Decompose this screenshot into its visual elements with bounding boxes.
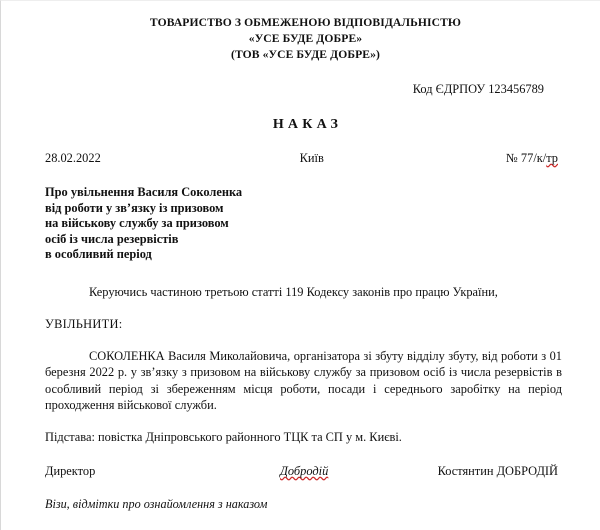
preamble-paragraph: Керуючись частиною третьою статті 119 Кодексу законів про працю України,	[89, 284, 498, 299]
operative-keyword: УВІЛЬНИТИ:	[45, 316, 123, 331]
signatory-name: Костянтин ДОБРОДІЙ	[437, 463, 558, 478]
signature-mark	[231, 464, 402, 479]
document-date: 28.02.2022	[45, 151, 101, 165]
document-place: Київ	[299, 151, 324, 165]
org-name-short: (ТОВ «УСЕ БУДЕ ДОБРЕ»)	[231, 48, 380, 61]
org-name-full: ТОВАРИСТВО З ОБМЕЖЕНОЮ ВІДПОВІДАЛЬНІСТЮ	[149, 16, 462, 29]
org-name-quoted: «УСЕ БУДЕ ДОБРЕ»	[248, 32, 363, 45]
document-number-prefix: № 77/к/	[506, 151, 547, 165]
signatory-role: Директор	[45, 463, 96, 478]
subject-line: в особливий період	[45, 247, 152, 262]
visas-note: Візи, відмітки про ознайомлення з наказом	[45, 496, 268, 511]
document-body	[1, 1, 600, 512]
organization-header	[45, 15, 566, 63]
subject-line: від роботи у зв’язку із призовом	[45, 200, 224, 215]
subject-line: осіб із числа резервістів	[45, 231, 179, 246]
subject-line: на військову службу за призовом	[45, 216, 229, 231]
page-title: НАКАЗ	[272, 117, 343, 132]
subject-line: Про увільнення Василя Соколенка	[45, 185, 243, 199]
document-number-suffix: тр	[546, 151, 558, 165]
signature-row	[45, 464, 566, 479]
document-number	[389, 151, 566, 166]
signature-mark-text: Добродій	[280, 463, 329, 478]
document-subject	[45, 185, 566, 263]
document-meta-row	[45, 151, 566, 166]
edrpou-code: Код ЄДРПОУ 123456789	[412, 82, 544, 96]
basis-line: Підстава: повістка Дніпровського районного ТЦК та СП у м. Києві.	[45, 429, 402, 444]
main-paragraph: СОКОЛЕНКА Василя Миколайовича, організатора зі збуту відділу збуту, від роботи з 01 березня 2022 р. у зв’язку з призовом на військову службу за призовом осіб із числа резервістів в особливий період зі збереженням місця роботи, посади і середнього заробітку на період проходження військової служби.	[45, 348, 562, 413]
